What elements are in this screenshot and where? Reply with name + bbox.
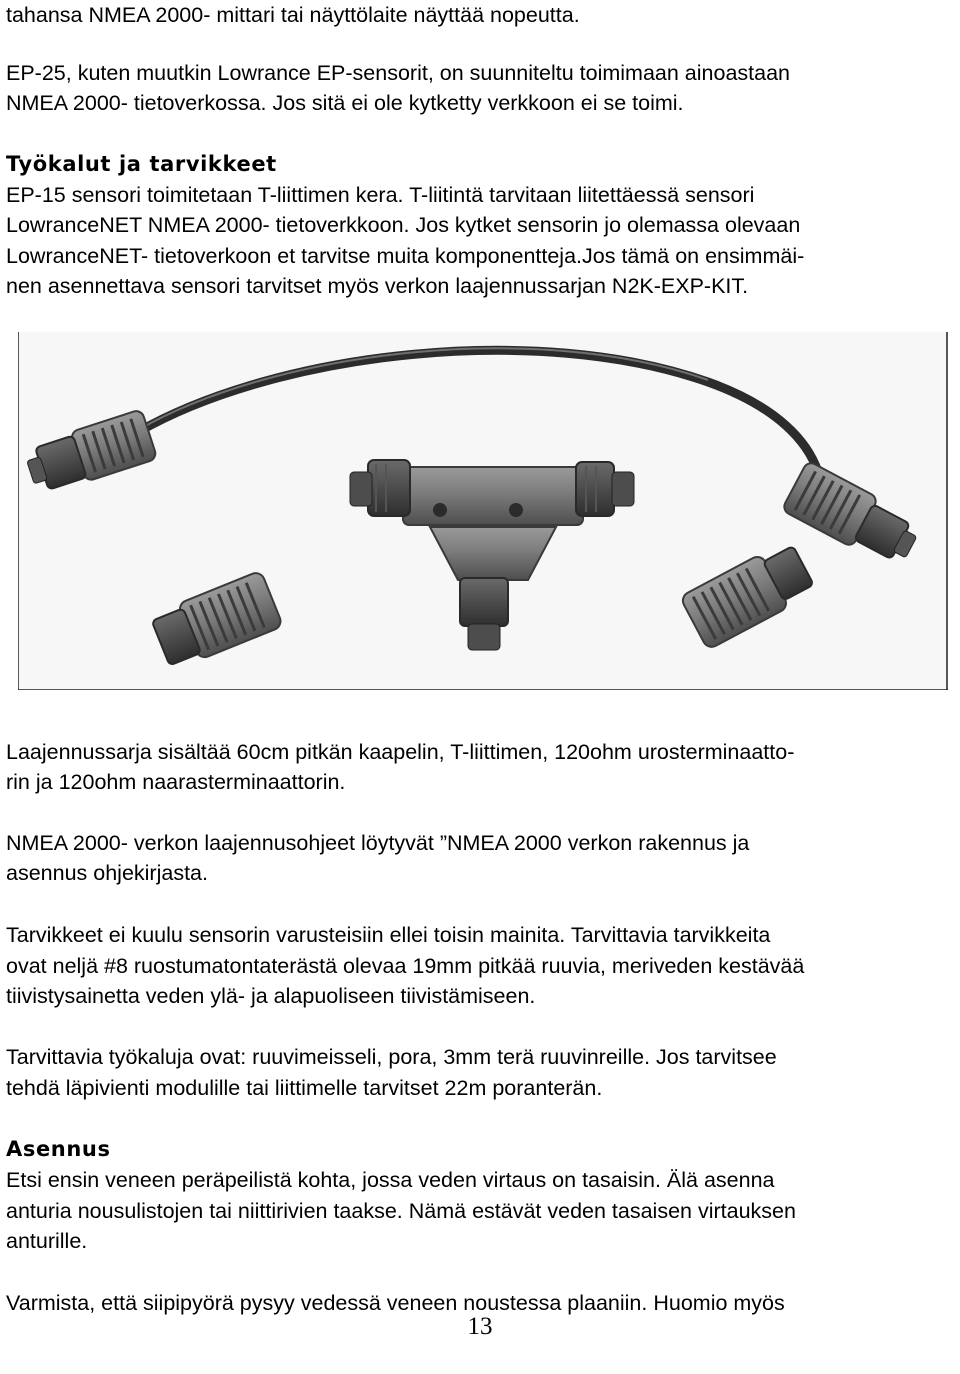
accessories-line-1: Tarvikkeet ei kuulu sensorin varusteisiin ellei toisin mainita. Tarvittavia tarvikkeita bbox=[6, 923, 771, 947]
tools-line-3: LowranceNET- tietoverkoon et tarvitse muita komponentteja.Jos tämä on ensimmäi- bbox=[6, 244, 805, 268]
tools-line-1: EP-15 sensori toimitetaan T-liittimen kera. T-liitintä tarvitaan liitettäessä sensori bbox=[6, 183, 755, 207]
install-last-line: Varmista, että siipipyörä pysyy vedessä veneen noustessa plaaniin. Huomio myös bbox=[6, 1291, 785, 1315]
accessories-line-2: ovat neljä #8 ruostumatontaterästä olevaa 19mm pitkää ruuvia, meriveden kestävää bbox=[6, 954, 805, 978]
install-line-2: anturia nousulistojen tai niittirivien taakse. Nämä estävät veden tasaisen virtauksen bbox=[6, 1199, 796, 1223]
tools-needed-line-2: tehdä läpivienti modulille tai liittimelle tarvitset 22m poranterän. bbox=[6, 1076, 603, 1100]
page-number: 13 bbox=[467, 1313, 493, 1340]
kit-contents-line-2: rin ja 120ohm naarasterminaattorin. bbox=[6, 770, 346, 794]
install-line-3: anturille. bbox=[6, 1229, 88, 1253]
tools-line-4: nen asennettava sensori tarvitset myös verkon laajennussarjan N2K-EXP-KIT. bbox=[6, 274, 749, 298]
intro-line-3: NMEA 2000- tietoverkossa. Jos sitä ei ole kytketty verkkoon ei se toimi. bbox=[6, 91, 684, 115]
install-line-1: Etsi ensin veneen peräpeilistä kohta, jossa veden virtaus on tasaisin. Älä asenna bbox=[6, 1168, 775, 1192]
section-heading-install: Asennus bbox=[6, 1137, 111, 1161]
section-heading-tools: Työkalut ja tarvikkeet bbox=[6, 152, 277, 176]
tools-line-2: LowranceNET NMEA 2000- tietoverkkoon. Jos kytket sensorin jo olemassa olevaan bbox=[6, 213, 801, 237]
tools-needed-line-1: Tarvittavia työkaluja ovat: ruuvimeisseli, pora, 3mm terä ruuvinreille. Jos tarvitsee bbox=[6, 1045, 777, 1069]
product-photo bbox=[18, 332, 948, 690]
kit-contents-line-1: Laajennussarja sisältää 60cm pitkän kaapelin, T-liittimen, 120ohm urosterminaatto- bbox=[6, 740, 795, 764]
nmea-guide-line-2: asennus ohjekirjasta. bbox=[6, 861, 208, 885]
intro-line-1: tahansa NMEA 2000- mittari tai näyttölaite näyttää nopeutta. bbox=[6, 3, 580, 27]
accessories-line-3: tiivistysainetta veden ylä- ja alapuoliseen tiivistämiseen. bbox=[6, 984, 536, 1008]
nmea-guide-line-1: NMEA 2000- verkon laajennusohjeet löytyvät ”NMEA 2000 verkon rakennus ja bbox=[6, 831, 750, 855]
intro-line-2: EP-25, kuten muutkin Lowrance EP-sensorit, on suunniteltu toimimaan ainoastaan bbox=[6, 61, 790, 85]
